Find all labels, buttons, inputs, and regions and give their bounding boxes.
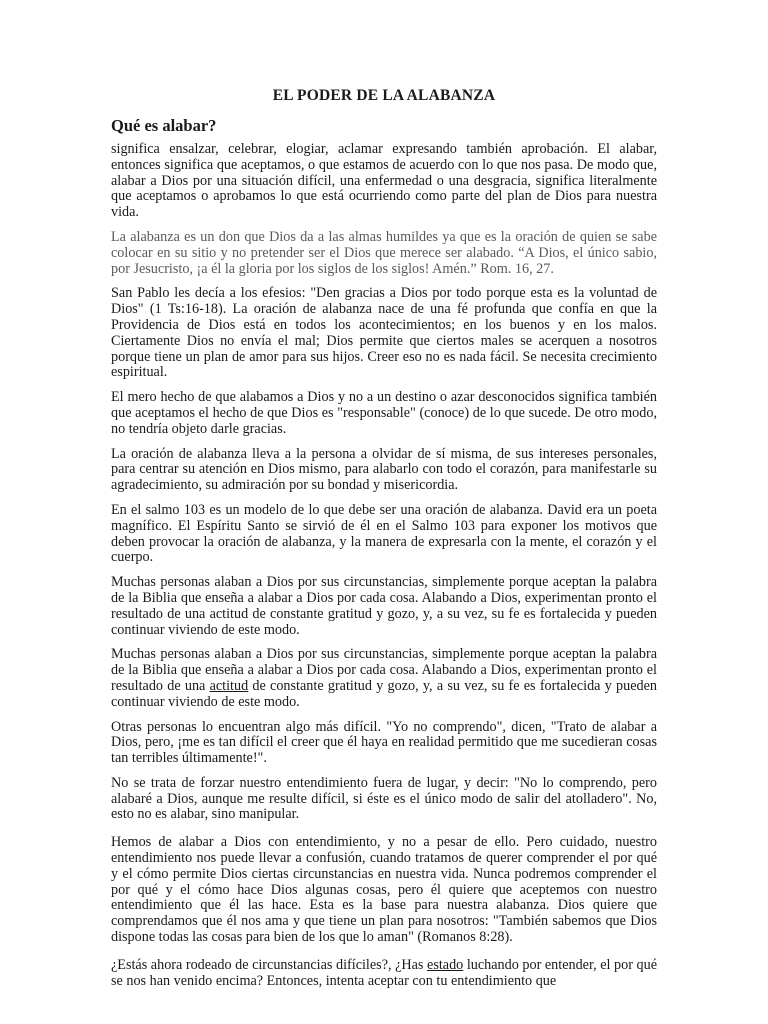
paragraph-otras-personas: Otras personas lo encuentran algo más difícil. "Yo no comprendo", dicen, "Trato de alabar a Dios, pero, ¡me es tan difícil el creer que él haya en realidad permitido que me sucedieran cosas tan terribles últimamente!".: [111, 718, 657, 767]
paragraph-muchas-personas-1: Muchas personas alaban a Dios por sus circunstancias, simplemente porque aceptan la palabra de la Biblia que enseña a alabar a Dios por cada cosa. Alabando a Dios, experimentan pronto el resultado de una actitud de constante gratitud y gozo, y, a su vez, su fe es fortalecida y pueden continuar viviendo de este modo.: [111, 574, 657, 638]
paragraph-circunstancias: [111, 958, 657, 990]
paragraph-text: ¿Estás ahora rodeado de circunstancias difíciles?, ¿Has: [111, 956, 428, 973]
paragraph-humble-souls: La alabanza es un don que Dios da a las almas humildes ya que es la oración de quien se sabe colocar en su sitio y no pretender ser el Dios que merece ser alabado. “A Dios, el único sabio, por Jesucristo, ¡a él la gloria por los siglos de los siglos! Amén.” Rom. 16, 27.: [111, 228, 657, 277]
paragraph-oracion-alabanza: La oración de alabanza lleva a la persona a olvidar de sí misma, de sus intereses personales, para centrar su atención en Dios mismo, para alabarlo con todo el corazón, para manifestarle su agradecimiento, su admiración por su bondad y misericordia.: [111, 445, 657, 494]
paragraph-text: Muchas personas alaban a Dios por sus circunstancias, simplemente porque aceptan la palabra de la Biblia que enseña a alabar a Dios por cada cosa. Alabando a Dios, experimentan pronto el resultado de una: [111, 646, 657, 694]
paragraph-salmo-103: En el salmo 103 es un modelo de lo que debe ser una oración de alabanza. David era un poeta magnífico. El Espíritu Santo se sirvió de él en el Salmo 103 para exponer los motivos que deben provocar la oración de alabanza, y la manera de expresarla con la mente, el corazón y el cuerpo.: [111, 501, 657, 566]
document-title: EL PODER DE LA ALABANZA: [272, 87, 496, 104]
paragraph-muchas-personas-2: [111, 647, 657, 710]
paragraph-text: luchando por entender, el por qué se nos han venido encima? Entonces, intenta aceptar con tu entendimiento que: [111, 956, 657, 989]
underlined-word: estado: [427, 956, 464, 973]
paragraph-mero-hecho: El mero hecho de que alabamos a Dios y no a un destino o azar desconocidos significa también que aceptamos el hecho de que Dios es "responsable" (conoce) de lo que sucede. De otro modo, no tendría objeto darle gracias.: [111, 389, 657, 437]
document-page: [111, 86, 657, 998]
paragraph-no-se-trata: No se trata de forzar nuestro entendimiento fuera de lugar, y decir: "No lo comprendo, pero alabaré a Dios, aunque me resulte difícil, si éste es el único modo de salir del atolladero". No, esto no es alabar, sino manipular.: [111, 774, 657, 823]
section-heading: Qué es alabar?: [111, 116, 217, 135]
paragraph-san-pablo: San Pablo les decía a los efesios: "Den gracias a Dios por todo porque esta es la voluntad de Dios" (1 Ts:16-18). La oración de alabanza nace de una fé profunda que confía en que la Providencia de Dios está en todos los acontecimientos; en los buenos y en los malos. Ciertamente Dios no envía el mal; Dios permite que ciertos males se acerquen a nosotros porque tiene un plan de amor para sus hijos. Creer eso no es nada fácil. Se necesita crecimiento espiritual.: [111, 285, 657, 381]
paragraph-text: de constante gratitud y gozo, y, a su vez, su fe es fortalecida y pueden continuar viviendo de este modo.: [111, 677, 657, 710]
paragraph-definition: significa ensalzar, celebrar, elogiar, aclamar expresando también aprobación. El alabar, entonces significa que aceptamos, o que estamos de acuerdo con lo que nos pasa. De modo que, alabar a Dios por una situación difícil, una enfermedad o una desgracia, significa literalmente que aceptamos o aprobamos lo que está ocurriendo como parte del plan de Dios para nuestra vida.: [111, 141, 657, 221]
paragraph-hemos-de-alabar: Hemos de alabar a Dios con entendimiento, y no a pesar de ello. Pero cuidado, nuestro entendimiento nos puede llevar a confusión, cuando tratamos de querer comprender el por qué y el cómo permite Dios ciertas circunstancias en nuestra vida. Nunca podremos comprender el por qué y el cómo hace Dios algunas cosas, pero él quiere que aceptemos con nuestro entendimiento que él las hace. Esta es la base para nuestra alabanza. Dios quiere que comprendamos que él nos ama y que tiene un plan para nosotros: "También sabemos que Dios dispone todas las cosas para bien de los que lo aman" (Romanos 8:28).: [111, 834, 657, 946]
underlined-word: actitud: [209, 677, 249, 694]
